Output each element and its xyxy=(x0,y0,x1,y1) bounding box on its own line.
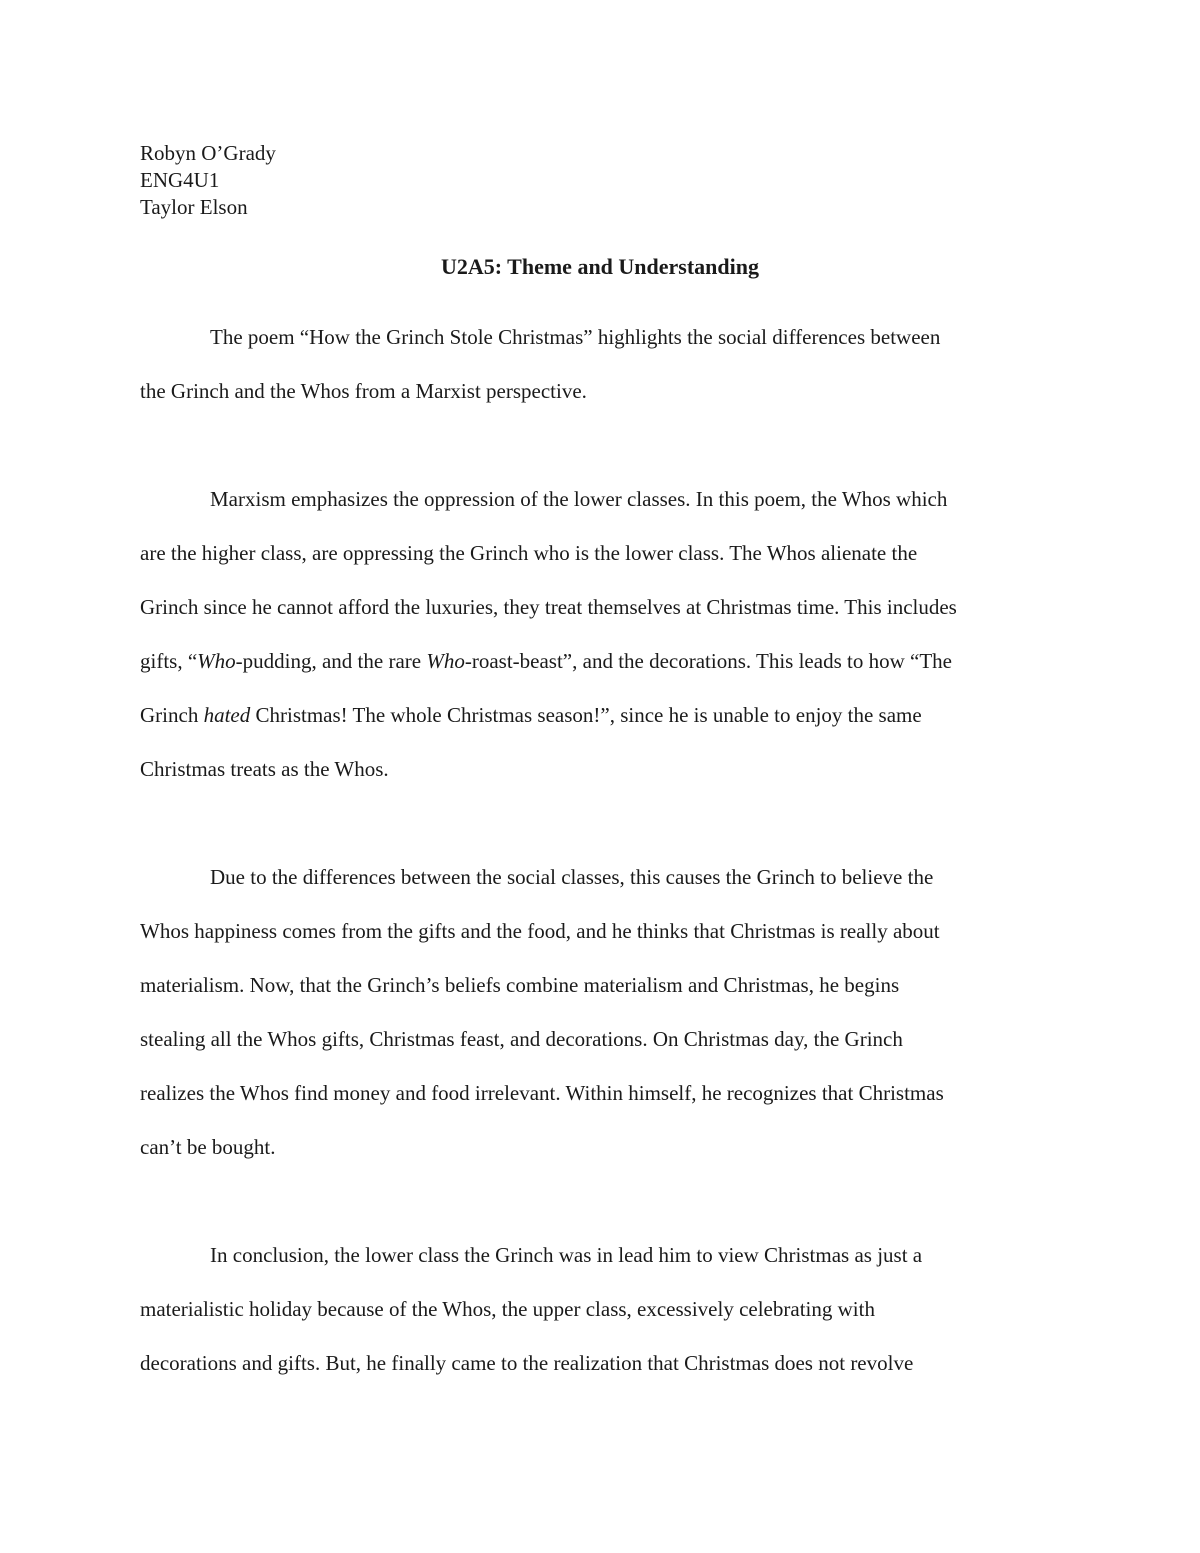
teacher-name: Taylor Elson xyxy=(140,195,248,219)
header-block xyxy=(140,140,276,221)
paragraph-line xyxy=(140,634,1070,688)
text-run: -roast-beast”, and the decorations. This leads to how “The xyxy=(464,649,952,673)
course-code: ENG4U1 xyxy=(140,168,220,192)
paragraph-spacer xyxy=(140,796,1070,850)
paragraph-line: Christmas treats as the Whos. xyxy=(140,757,389,781)
paragraph-3 xyxy=(140,850,1070,1174)
italic-text-run: Who xyxy=(197,649,236,673)
paragraph-line: Due to the differences between the social classes, this causes the Grinch to believe the xyxy=(210,865,934,889)
paragraph-line: can’t be bought. xyxy=(140,1135,276,1159)
paragraph-spacer xyxy=(140,1174,1070,1228)
essay-body xyxy=(140,310,1070,1390)
text-run: Christmas! The whole Christmas season!”, since he is unable to enjoy the same xyxy=(250,703,922,727)
paragraph-line: materialistic holiday because of the Whos, the upper class, excessively celebrating with xyxy=(140,1297,875,1321)
paragraph-line: decorations and gifts. But, he finally came to the realization that Christmas does not revolve xyxy=(140,1351,914,1375)
paragraph-line: the Grinch and the Whos from a Marxist perspective. xyxy=(140,379,587,403)
student-name: Robyn O’Grady xyxy=(140,141,276,165)
document-title: U2A5: Theme and Understanding xyxy=(440,254,760,279)
paragraph-4 xyxy=(140,1228,1070,1390)
paragraph-line: materialism. Now, that the Grinch’s beliefs combine materialism and Christmas, he begins xyxy=(140,973,900,997)
text-run: Grinch xyxy=(140,703,204,727)
paragraph-line: realizes the Whos find money and food irrelevant. Within himself, he recognizes that Christmas xyxy=(140,1081,944,1105)
text-run: gifts, “ xyxy=(140,649,198,673)
paragraph-1 xyxy=(140,310,1070,418)
italic-text-run: Who xyxy=(426,649,465,673)
paragraph-line: Whos happiness comes from the gifts and the food, and he thinks that Christmas is really about xyxy=(140,919,940,943)
paragraph-line: In conclusion, the lower class the Grinch was in lead him to view Christmas as just a xyxy=(210,1243,923,1267)
paragraph-line: Grinch since he cannot afford the luxuries, they treat themselves at Christmas time. This includes xyxy=(140,595,957,619)
paragraph-line: The poem “How the Grinch Stole Christmas” highlights the social differences between xyxy=(210,325,941,349)
paragraph-line: are the higher class, are oppressing the Grinch who is the lower class. The Whos alienate the xyxy=(140,541,918,565)
paragraph-line: stealing all the Whos gifts, Christmas feast, and decorations. On Christmas day, the Grinch xyxy=(140,1027,903,1051)
italic-text-run: hated xyxy=(203,703,251,727)
paragraph-spacer xyxy=(140,418,1070,472)
text-run: -pudding, and the rare xyxy=(235,649,427,673)
paragraph-2 xyxy=(140,472,1070,796)
paragraph-line xyxy=(140,688,1070,742)
paragraph-line: Marxism emphasizes the oppression of the lower classes. In this poem, the Whos which xyxy=(210,487,948,511)
